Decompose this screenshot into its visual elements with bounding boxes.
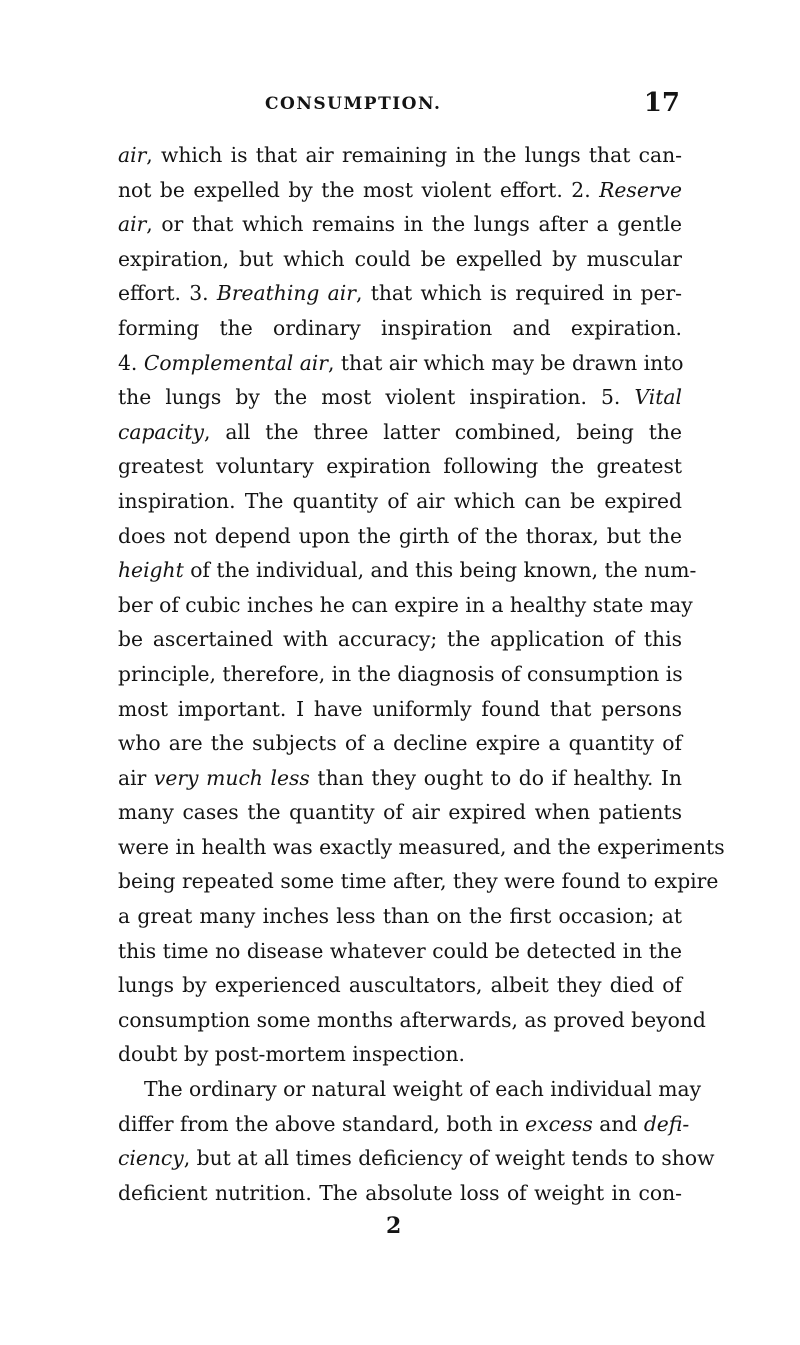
italic-term: capacity [118, 419, 204, 444]
text-segment: be ascertained with accuracy; the application of this [118, 627, 682, 652]
text-line [118, 968, 682, 1003]
text-line [118, 657, 682, 692]
text-segment: , all the three latter combined, being the [203, 419, 682, 444]
text-segment: deficient nutrition. The absolute loss of weight in con- [118, 1180, 682, 1205]
text-segment: , that air which may be drawn into [328, 350, 684, 375]
running-head: CONSUMPTION. [265, 94, 442, 114]
text-segment: , that which is required in per- [355, 281, 682, 306]
text-segment: who are the subjects of a decline expire a quantity of [118, 731, 682, 756]
text-line [118, 242, 682, 277]
text-line [118, 449, 682, 484]
text-line [118, 726, 682, 761]
text-segment: the lungs by the most violent inspiration. 5. [118, 385, 635, 410]
text-segment: many cases the quantity of air expired when patients [118, 800, 682, 825]
text-segment: consumption some months afterwards, as proved beyond [118, 1007, 706, 1032]
text-segment: doubt by post-mortem inspection. [118, 1042, 465, 1067]
text-segment: a great many inches less than on the first occasion; at [118, 904, 682, 929]
text-line [118, 1037, 682, 1072]
italic-term: air [118, 212, 147, 237]
text-line [118, 692, 682, 727]
text-segment: The ordinary or natural weight of each individual may [144, 1077, 702, 1102]
text-line [118, 899, 682, 934]
text-line [118, 588, 693, 623]
text-segment: forming the ordinary inspiration and expiration. [118, 315, 682, 340]
italic-term: Vital [634, 385, 682, 410]
italic-term: height [118, 558, 184, 583]
text-line [118, 1072, 702, 1107]
text-segment: air [118, 765, 154, 790]
text-segment: of the individual, and this being known, the num- [183, 558, 697, 583]
text-segment: , but at all times deficiency of weight tends to show [183, 1146, 715, 1171]
body-text [118, 138, 725, 1210]
text-line [118, 207, 682, 242]
text-segment: not be expelled by the most violent effort. 2. [118, 177, 600, 202]
text-line [118, 276, 682, 311]
text-line [118, 934, 682, 969]
signature-mark: 2 [386, 1213, 402, 1239]
italic-term: excess [525, 1111, 593, 1136]
text-line [118, 1141, 715, 1176]
text-segment: 4. [118, 350, 144, 375]
text-line [118, 484, 682, 519]
text-line [118, 795, 682, 830]
text-line [118, 622, 682, 657]
text-line [118, 761, 682, 796]
text-line [118, 173, 682, 208]
text-segment: , which is that air remaining in the lungs that can- [146, 143, 682, 167]
text-segment: than they ought to do if healthy. In [309, 765, 682, 790]
page-number: 17 [643, 88, 680, 118]
text-line [118, 380, 682, 415]
text-segment: ber of cubic inches he can expire in a healthy state may [118, 592, 693, 617]
text-segment: and [592, 1111, 644, 1136]
text-segment: were in health was exactly measured, and the experiments [118, 834, 725, 859]
text-line [118, 1176, 682, 1211]
text-segment: principle, therefore, in the diagnosis of consumption is [118, 661, 683, 686]
text-line [118, 553, 697, 588]
text-segment: lungs by experienced auscultators, albeit they died of [118, 973, 682, 998]
italic-term: Breathing air [216, 281, 356, 306]
text-segment: inspiration. The quantity of air which can be expired [118, 488, 682, 513]
text-line [118, 519, 682, 554]
text-line [118, 346, 682, 381]
italic-term: air [118, 143, 147, 167]
text-segment: this time no disease whatever could be detected in the [118, 938, 682, 963]
text-segment: , or that which remains in the lungs after a gentle [146, 212, 682, 237]
text-line [118, 138, 682, 173]
text-line [118, 311, 682, 346]
page-header [120, 88, 680, 124]
text-segment: being repeated some time after, they were found to expire [118, 869, 719, 894]
italic-term: Reserve [599, 177, 682, 202]
text-segment: does not depend upon the girth of the thorax, but the [118, 523, 682, 548]
text-segment: differ from the above standard, both in [118, 1111, 526, 1136]
text-line [118, 864, 719, 899]
text-line [118, 1107, 690, 1142]
text-line [118, 830, 725, 865]
italic-term: Complemental air [143, 350, 328, 375]
italic-term: ciency [118, 1146, 184, 1171]
text-segment: effort. 3. [118, 281, 217, 306]
text-line [118, 1003, 706, 1038]
italic-term: defi- [643, 1111, 690, 1136]
text-segment: greatest voluntary expiration following the greatest [118, 454, 682, 479]
italic-term: very much less [153, 765, 310, 790]
text-line [118, 415, 682, 450]
text-segment: expiration, but which could be expelled by muscular [118, 246, 682, 271]
text-segment: most important. I have uniformly found that persons [118, 696, 682, 721]
